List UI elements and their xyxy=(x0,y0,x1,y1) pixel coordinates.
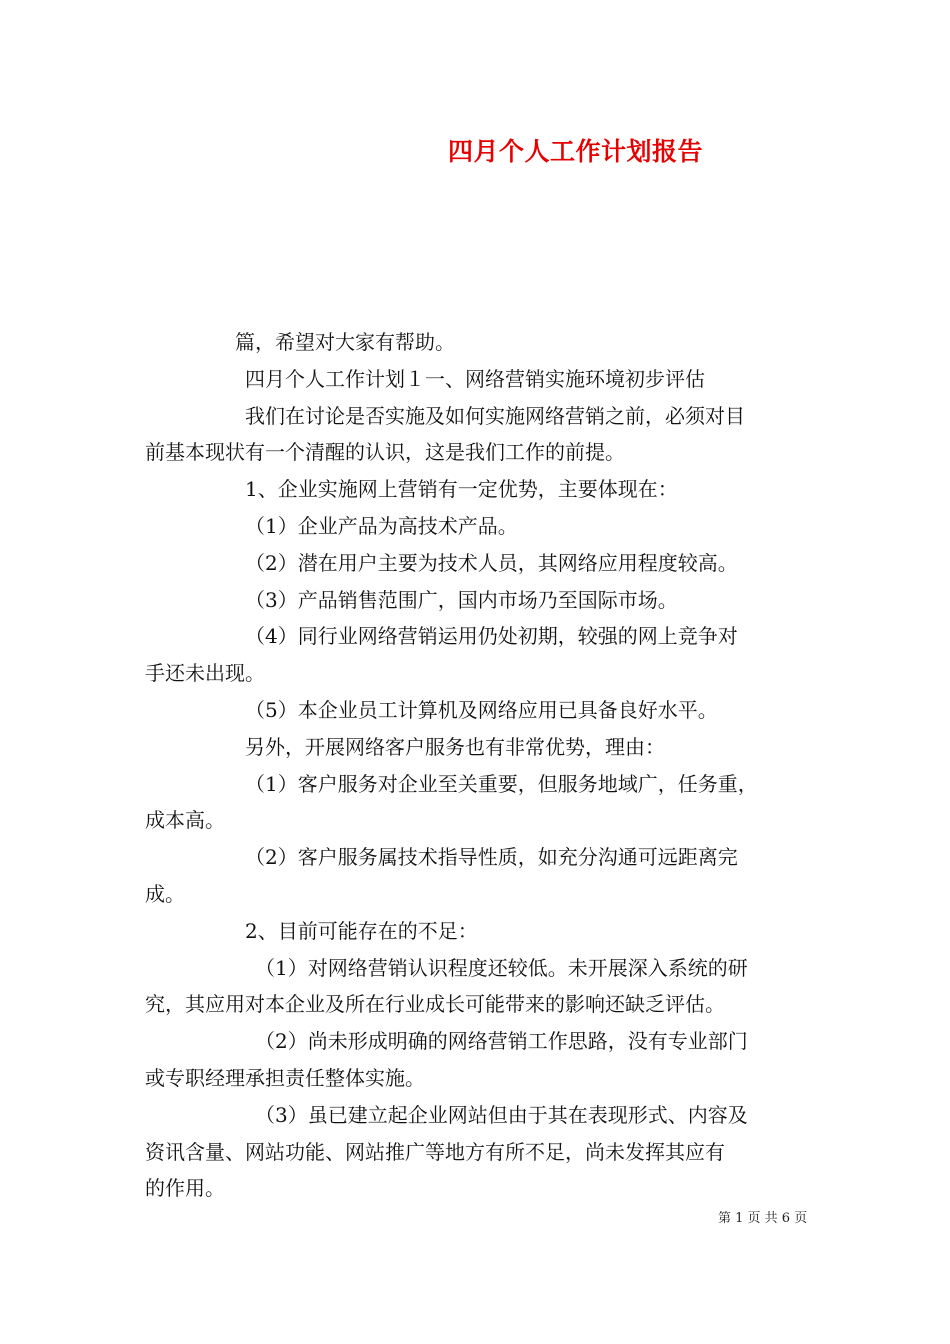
paragraph-line: 2、目前可能存在的不足： xyxy=(245,918,478,943)
paragraph-line: 四月个人工作计划１一、网络营销实施环境初步评估 xyxy=(245,366,705,391)
page-number: 第 1 页 共 6 页 xyxy=(718,1211,808,1226)
paragraph-line: 前基本现状有一个清醒的认识，这是我们工作的前提。 xyxy=(145,440,625,465)
paragraph-line: 成本高。 xyxy=(145,808,225,833)
paragraph-line: （5）本企业员工计算机及网络应用已具备良好水平。 xyxy=(245,697,718,722)
paragraph-line: 或专职经理承担责任整体实施。 xyxy=(145,1065,425,1090)
paragraph-line: 资讯含量、网站功能、网站推广等地方有所不足，尚未发挥其应有 xyxy=(145,1139,725,1164)
paragraph-line: 我们在讨论是否实施及如何实施网络营销之前，必须对目 xyxy=(245,403,745,428)
paragraph-line: 的作用。 xyxy=(145,1176,225,1201)
document-body xyxy=(145,324,810,1207)
paragraph-line: 篇，希望对大家有帮助。 xyxy=(235,330,455,354)
paragraph-line: 1、企业实施网上营销有一定优势，主要体现在： xyxy=(245,477,678,502)
paragraph-line: （4）同行业网络营销运用仍处初期，较强的网上竞争对 xyxy=(245,624,738,649)
paragraph-line: （2）客户服务属技术指导性质，如充分沟通可远距离完 xyxy=(245,845,738,870)
paragraph-line: 究，其应用对本企业及所在行业成长可能带来的影响还缺乏评估。 xyxy=(145,992,725,1017)
paragraph-line: （3）产品销售范围广，国内市场乃至国际市场。 xyxy=(245,587,678,612)
paragraph-line: （2）尚未形成明确的网络营销工作思路，没有专业部门 xyxy=(255,1029,748,1054)
paragraph-line: （1）对网络营销认识程度还较低。未开展深入系统的研 xyxy=(255,955,748,980)
paragraph-line: 手还未出现。 xyxy=(145,661,265,686)
paragraph-line: （2）潜在用户主要为技术人员，其网络应用程度较高。 xyxy=(245,550,738,575)
document-title: 四月个人工作计划报告 xyxy=(448,137,704,166)
paragraph-line: 另外，开展网络客户服务也有非常优势，理由： xyxy=(245,734,665,759)
paragraph-line: 成。 xyxy=(145,881,185,906)
paragraph-line: （1）客户服务对企业至关重要，但服务地域广，任务重， xyxy=(245,771,758,796)
paragraph-line: （3）虽已建立起企业网站但由于其在表现形式、内容及 xyxy=(255,1102,748,1127)
paragraph-line: （1）企业产品为高技术产品。 xyxy=(245,513,518,538)
